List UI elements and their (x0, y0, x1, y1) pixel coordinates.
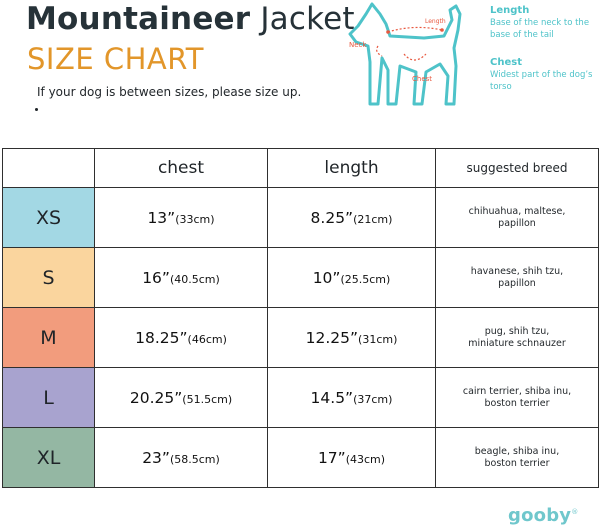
brand-logo (508, 505, 578, 526)
breed-line: chihuahua, maltese, (468, 205, 566, 217)
breed-cell (436, 188, 599, 248)
chest-diagram-label: Chest (412, 75, 433, 83)
breed-line: havanese, shih tzu, (470, 265, 564, 277)
header-cell-size (3, 149, 95, 188)
chest-cm: (58.5cm) (169, 452, 220, 466)
size-cell: S (3, 248, 95, 308)
length-cm: (25.5cm) (340, 272, 391, 286)
breed-line: boston terrier (484, 397, 550, 409)
chest-inches: 16” (142, 268, 170, 287)
size-cell: M (3, 308, 95, 368)
length-cell (268, 248, 436, 308)
length-definition-text: Base of the neck to the base of the tail (490, 18, 590, 40)
length-cell (268, 428, 436, 488)
chest-inches: 18.25” (135, 328, 188, 347)
title-product-type: Jacket (260, 1, 355, 37)
brand-logo-text: gooby (508, 505, 572, 526)
sizing-note: If your dog is between sizes, please size up. (37, 85, 302, 99)
length-definition (490, 5, 600, 41)
size-chart-table (2, 148, 599, 488)
table-row (3, 188, 599, 248)
length-definition-title: Length (490, 5, 530, 16)
breed-cell (436, 248, 599, 308)
chest-cell (95, 368, 268, 428)
dog-measurement-icon (344, 0, 484, 112)
neck-label: Neck (349, 41, 367, 49)
breed-line: beagle, shiba inu, (474, 445, 560, 457)
chest-inches: 23” (142, 448, 170, 467)
length-cell (268, 368, 436, 428)
table-header-row (3, 149, 599, 188)
breed-line: papillon (498, 217, 536, 229)
page-subtitle: SIZE CHART (27, 42, 205, 76)
size-cell: XS (3, 188, 95, 248)
breed-cell (436, 428, 599, 488)
length-cell (268, 188, 436, 248)
table-row (3, 248, 599, 308)
length-inches: 14.5” (310, 388, 354, 407)
chest-cm: (51.5cm) (182, 392, 233, 406)
breed-cell (436, 308, 599, 368)
length-inches: 8.25” (310, 208, 354, 227)
chest-inches: 13” (147, 208, 176, 227)
length-inches: 12.25” (305, 328, 359, 347)
breed-line: miniature schnauzer (468, 337, 566, 349)
table-row (3, 368, 599, 428)
header-cell-chest: chest (95, 149, 268, 188)
breed-cell (436, 368, 599, 428)
title-product-name: Mountaineer (26, 1, 251, 37)
header-cell-length: length (268, 149, 436, 188)
chest-inches: 20.25” (129, 388, 183, 407)
length-inches: 17” (317, 448, 346, 467)
table-row (3, 308, 599, 368)
breed-line: boston terrier (484, 457, 550, 469)
length-cm: (37cm) (353, 392, 393, 406)
length-diagram-label: Length (425, 18, 446, 25)
breed-line: papillon (498, 277, 536, 289)
bullet-dot (35, 108, 38, 111)
chest-definition-text: Widest part of the dog’s torso (490, 70, 593, 92)
page-title (26, 1, 355, 37)
table-row (3, 428, 599, 488)
chest-cell (95, 308, 268, 368)
header-cell-breed: suggested breed (436, 149, 599, 188)
chest-cm: (40.5cm) (169, 272, 220, 286)
chest-cell (95, 428, 268, 488)
breed-line: cairn terrier, shiba inu, (462, 385, 572, 397)
length-cm: (43cm) (345, 452, 386, 466)
length-inches: 10” (312, 268, 341, 287)
registered-mark: ® (571, 508, 579, 516)
size-cell: XL (3, 428, 95, 488)
length-cm: (31cm) (358, 332, 398, 346)
chest-definition (490, 57, 600, 93)
chest-cm: (33cm) (175, 212, 215, 226)
header (0, 0, 600, 150)
breed-line: pug, shih tzu, (484, 325, 550, 337)
chest-cell (95, 248, 268, 308)
chest-cm: (46cm) (187, 332, 227, 346)
length-cell (268, 308, 436, 368)
size-cell: L (3, 368, 95, 428)
chest-cell (95, 188, 268, 248)
chest-definition-title: Chest (490, 57, 522, 68)
length-cm: (21cm) (353, 212, 393, 226)
